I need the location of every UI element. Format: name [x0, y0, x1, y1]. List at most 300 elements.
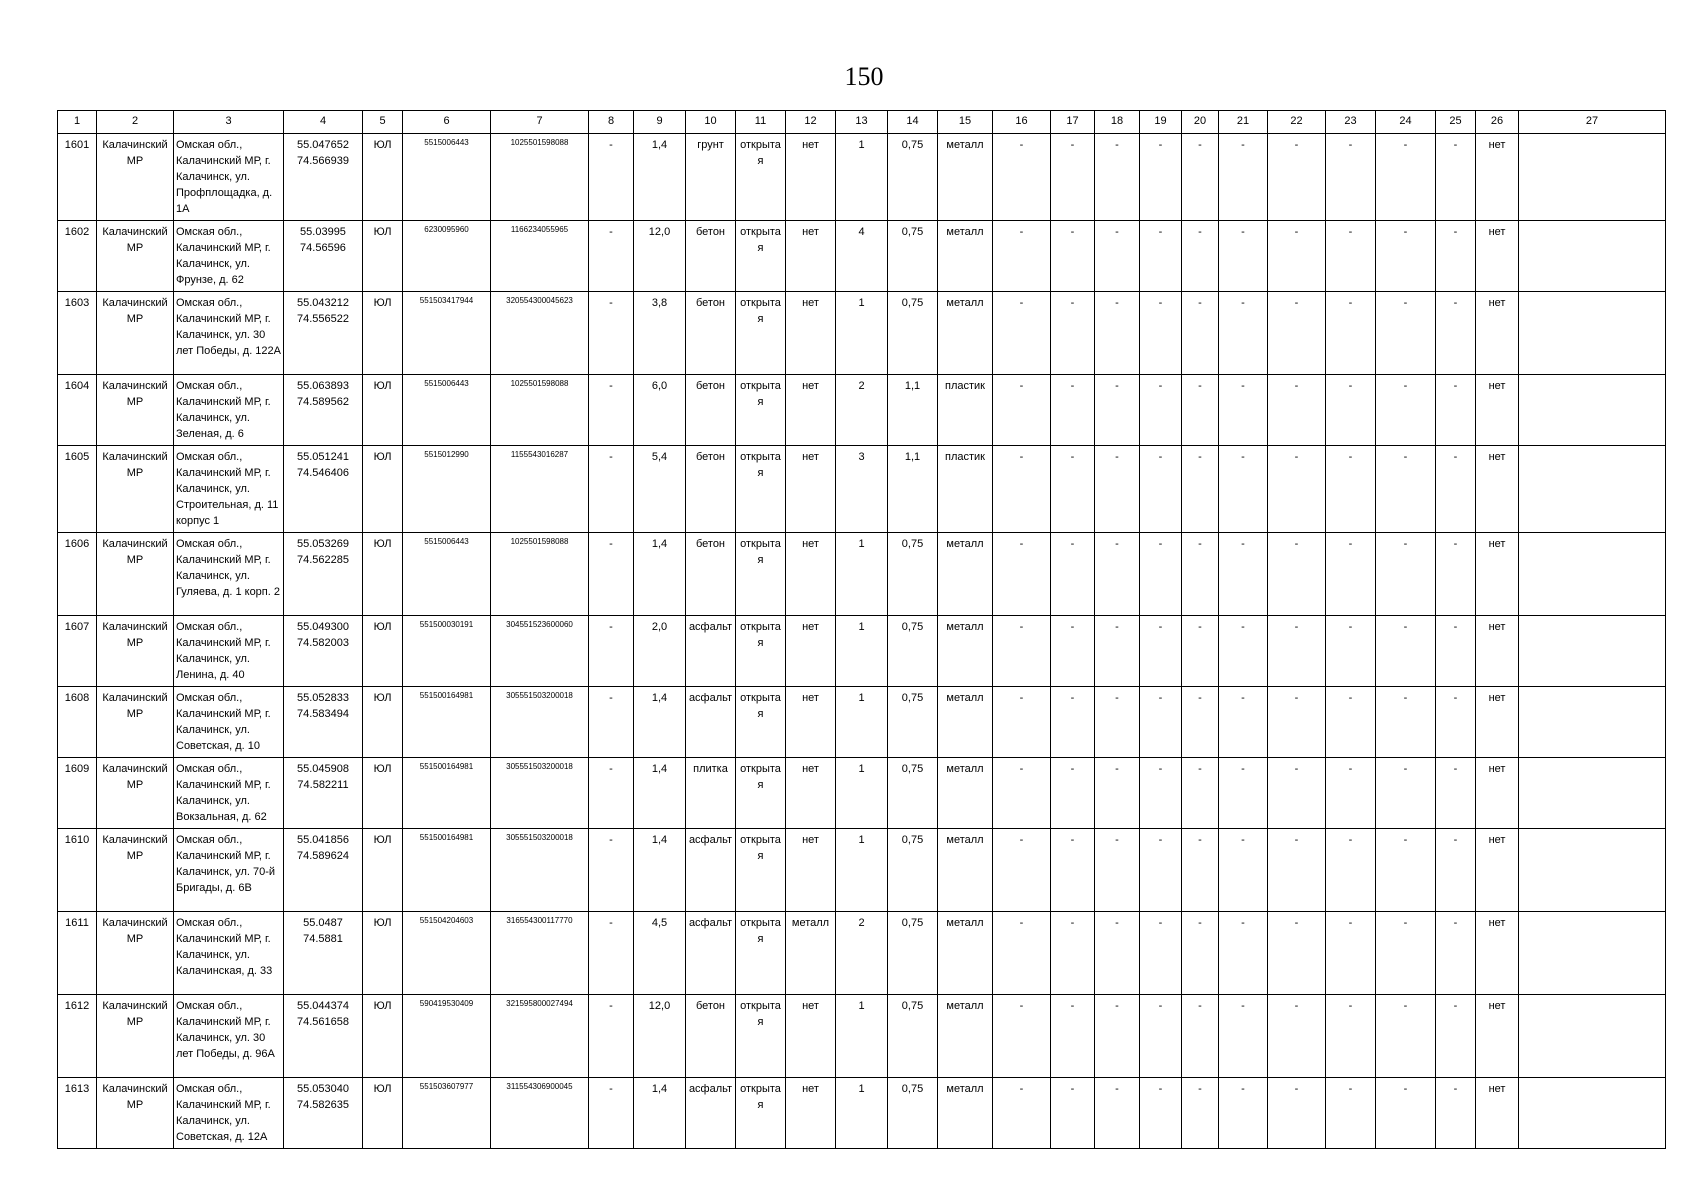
column-19-cell: - — [1140, 292, 1182, 375]
column-23-cell: - — [1326, 375, 1376, 446]
container-count-cell: 1 — [836, 995, 888, 1078]
column-25-cell: - — [1436, 1078, 1476, 1149]
column-26-cell: нет — [1476, 134, 1519, 221]
column-20-cell: - — [1182, 687, 1219, 758]
surface-cell: плитка — [686, 758, 736, 829]
column-24-cell: - — [1376, 446, 1436, 533]
site-kind-cell: открытая — [736, 533, 786, 616]
column-16-cell: - — [993, 533, 1051, 616]
container-count-cell: 2 — [836, 912, 888, 995]
column-21-cell: - — [1219, 616, 1268, 687]
inn-cell: 5515012990 — [403, 446, 491, 533]
column-24-cell: - — [1376, 912, 1436, 995]
column-header: 21 — [1219, 111, 1268, 134]
column-header: 19 — [1140, 111, 1182, 134]
container-volume-cell: 0,75 — [888, 292, 938, 375]
fence-cell: нет — [786, 829, 836, 912]
column-25-cell: - — [1436, 912, 1476, 995]
container-volume-cell: 0,75 — [888, 912, 938, 995]
container-material-cell: металл — [938, 995, 993, 1078]
row-number: 1602 — [58, 221, 97, 292]
ogrn-cell: 1025501598088 — [491, 134, 589, 221]
coordinates-cell: 55.045908 74.582211 — [284, 758, 363, 829]
district-cell: Калачинский МР — [97, 995, 174, 1078]
container-volume-cell: 0,75 — [888, 221, 938, 292]
column-25-cell: - — [1436, 375, 1476, 446]
column-19-cell: - — [1140, 758, 1182, 829]
site-kind-cell: открытая — [736, 829, 786, 912]
address-cell: Омская обл., Калачинский МР, г. Калачинск, ул. 70-й Бригады, д. 6В — [174, 829, 284, 912]
row-number: 1601 — [58, 134, 97, 221]
inn-cell: 551500164981 — [403, 829, 491, 912]
area-cell: 1,4 — [634, 533, 686, 616]
column-8-cell: - — [589, 446, 634, 533]
address-cell: Омская обл., Калачинский МР, г. Калачинск, ул. Профплощадка, д. 1А — [174, 134, 284, 221]
column-23-cell: - — [1326, 134, 1376, 221]
column-27-cell — [1519, 221, 1666, 292]
column-24-cell: - — [1376, 375, 1436, 446]
column-20-cell: - — [1182, 221, 1219, 292]
container-material-cell: пластик — [938, 375, 993, 446]
column-22-cell: - — [1268, 687, 1326, 758]
container-volume-cell: 1,1 — [888, 375, 938, 446]
inn-cell: 551500030191 — [403, 616, 491, 687]
surface-cell: грунт — [686, 134, 736, 221]
district-cell: Калачинский МР — [97, 221, 174, 292]
site-kind-cell: открытая — [736, 616, 786, 687]
column-17-cell: - — [1051, 912, 1095, 995]
column-23-cell: - — [1326, 758, 1376, 829]
area-cell: 4,5 — [634, 912, 686, 995]
column-17-cell: - — [1051, 687, 1095, 758]
column-header: 7 — [491, 111, 589, 134]
district-cell: Калачинский МР — [97, 134, 174, 221]
container-count-cell: 1 — [836, 829, 888, 912]
area-cell: 5,4 — [634, 446, 686, 533]
table-row — [58, 995, 1666, 1078]
column-21-cell: - — [1219, 912, 1268, 995]
table-row — [58, 533, 1666, 616]
column-19-cell: - — [1140, 616, 1182, 687]
container-count-cell: 1 — [836, 533, 888, 616]
district-cell: Калачинский МР — [97, 292, 174, 375]
container-volume-cell: 0,75 — [888, 134, 938, 221]
address-cell: Омская обл., Калачинский МР, г. Калачинск, ул. Ленина, д. 40 — [174, 616, 284, 687]
column-24-cell: - — [1376, 221, 1436, 292]
row-number: 1604 — [58, 375, 97, 446]
ogrn-cell: 305551503200018 — [491, 758, 589, 829]
coordinates-cell: 55.043212 74.556522 — [284, 292, 363, 375]
column-header: 11 — [736, 111, 786, 134]
column-header: 15 — [938, 111, 993, 134]
row-number: 1612 — [58, 995, 97, 1078]
column-27-cell — [1519, 134, 1666, 221]
container-count-cell: 4 — [836, 221, 888, 292]
column-header: 1 — [58, 111, 97, 134]
container-count-cell: 2 — [836, 375, 888, 446]
column-22-cell: - — [1268, 292, 1326, 375]
column-22-cell: - — [1268, 758, 1326, 829]
table-row — [58, 375, 1666, 446]
column-25-cell: - — [1436, 829, 1476, 912]
column-18-cell: - — [1095, 758, 1140, 829]
ogrn-cell: 321595800027494 — [491, 995, 589, 1078]
site-kind-cell: открытая — [736, 995, 786, 1078]
column-header: 25 — [1436, 111, 1476, 134]
fence-cell: нет — [786, 134, 836, 221]
column-25-cell: - — [1436, 533, 1476, 616]
table-row — [58, 829, 1666, 912]
coordinates-cell: 55.052833 74.583494 — [284, 687, 363, 758]
column-27-cell — [1519, 1078, 1666, 1149]
entity-type-cell: ЮЛ — [363, 292, 403, 375]
fence-cell: нет — [786, 446, 836, 533]
column-24-cell: - — [1376, 995, 1436, 1078]
column-16-cell: - — [993, 616, 1051, 687]
column-24-cell: - — [1376, 134, 1436, 221]
row-number: 1603 — [58, 292, 97, 375]
entity-type-cell: ЮЛ — [363, 221, 403, 292]
table-row — [58, 912, 1666, 995]
column-21-cell: - — [1219, 687, 1268, 758]
column-27-cell — [1519, 912, 1666, 995]
column-18-cell: - — [1095, 533, 1140, 616]
site-kind-cell: открытая — [736, 687, 786, 758]
address-cell: Омская обл., Калачинский МР, г. Калачинск, ул. 30 лет Победы, д. 96А — [174, 995, 284, 1078]
container-material-cell: пластик — [938, 446, 993, 533]
column-26-cell: нет — [1476, 375, 1519, 446]
entity-type-cell: ЮЛ — [363, 375, 403, 446]
district-cell: Калачинский МР — [97, 375, 174, 446]
column-header: 20 — [1182, 111, 1219, 134]
fence-cell: металл — [786, 912, 836, 995]
register-table — [57, 110, 1666, 1149]
column-18-cell: - — [1095, 995, 1140, 1078]
inn-cell: 551503607977 — [403, 1078, 491, 1149]
container-count-cell: 1 — [836, 616, 888, 687]
inn-cell: 5515006443 — [403, 375, 491, 446]
container-volume-cell: 0,75 — [888, 995, 938, 1078]
fence-cell: нет — [786, 375, 836, 446]
container-material-cell: металл — [938, 829, 993, 912]
column-24-cell: - — [1376, 829, 1436, 912]
column-25-cell: - — [1436, 687, 1476, 758]
column-27-cell — [1519, 446, 1666, 533]
area-cell: 6,0 — [634, 375, 686, 446]
column-20-cell: - — [1182, 912, 1219, 995]
district-cell: Калачинский МР — [97, 829, 174, 912]
header-row — [58, 111, 1666, 134]
inn-cell: 5515006443 — [403, 533, 491, 616]
column-26-cell: нет — [1476, 533, 1519, 616]
column-18-cell: - — [1095, 134, 1140, 221]
column-27-cell — [1519, 995, 1666, 1078]
surface-cell: асфальт — [686, 616, 736, 687]
column-23-cell: - — [1326, 533, 1376, 616]
inn-cell: 551503417944 — [403, 292, 491, 375]
column-17-cell: - — [1051, 995, 1095, 1078]
column-23-cell: - — [1326, 912, 1376, 995]
column-22-cell: - — [1268, 533, 1326, 616]
entity-type-cell: ЮЛ — [363, 1078, 403, 1149]
surface-cell: асфальт — [686, 829, 736, 912]
container-volume-cell: 0,75 — [888, 758, 938, 829]
row-number: 1610 — [58, 829, 97, 912]
row-number: 1606 — [58, 533, 97, 616]
column-23-cell: - — [1326, 1078, 1376, 1149]
area-cell: 1,4 — [634, 134, 686, 221]
surface-cell: бетон — [686, 375, 736, 446]
column-21-cell: - — [1219, 758, 1268, 829]
district-cell: Калачинский МР — [97, 912, 174, 995]
column-21-cell: - — [1219, 533, 1268, 616]
column-19-cell: - — [1140, 375, 1182, 446]
column-header: 27 — [1519, 111, 1666, 134]
column-20-cell: - — [1182, 292, 1219, 375]
entity-type-cell: ЮЛ — [363, 829, 403, 912]
surface-cell: асфальт — [686, 687, 736, 758]
column-26-cell: нет — [1476, 221, 1519, 292]
district-cell: Калачинский МР — [97, 687, 174, 758]
column-21-cell: - — [1219, 292, 1268, 375]
column-21-cell: - — [1219, 375, 1268, 446]
table-row — [58, 292, 1666, 375]
coordinates-cell: 55.041856 74.589624 — [284, 829, 363, 912]
inn-cell: 551500164981 — [403, 687, 491, 758]
container-material-cell: металл — [938, 758, 993, 829]
surface-cell: асфальт — [686, 1078, 736, 1149]
coordinates-cell: 55.03995 74.56596 — [284, 221, 363, 292]
entity-type-cell: ЮЛ — [363, 134, 403, 221]
column-25-cell: - — [1436, 134, 1476, 221]
row-number: 1613 — [58, 1078, 97, 1149]
ogrn-cell: 305551503200018 — [491, 687, 589, 758]
address-cell: Омская обл., Калачинский МР, г. Калачинск, ул. 30 лет Победы, д. 122А — [174, 292, 284, 375]
district-cell: Калачинский МР — [97, 533, 174, 616]
column-21-cell: - — [1219, 134, 1268, 221]
column-header: 10 — [686, 111, 736, 134]
column-23-cell: - — [1326, 292, 1376, 375]
entity-type-cell: ЮЛ — [363, 616, 403, 687]
column-18-cell: - — [1095, 687, 1140, 758]
column-22-cell: - — [1268, 912, 1326, 995]
column-16-cell: - — [993, 912, 1051, 995]
site-kind-cell: открытая — [736, 912, 786, 995]
column-16-cell: - — [993, 829, 1051, 912]
coordinates-cell: 55.063893 74.589562 — [284, 375, 363, 446]
column-header: 6 — [403, 111, 491, 134]
column-16-cell: - — [993, 687, 1051, 758]
column-22-cell: - — [1268, 375, 1326, 446]
coordinates-cell: 55.0487 74.5881 — [284, 912, 363, 995]
column-21-cell: - — [1219, 221, 1268, 292]
column-20-cell: - — [1182, 1078, 1219, 1149]
column-22-cell: - — [1268, 616, 1326, 687]
column-18-cell: - — [1095, 1078, 1140, 1149]
column-19-cell: - — [1140, 134, 1182, 221]
column-22-cell: - — [1268, 221, 1326, 292]
column-24-cell: - — [1376, 292, 1436, 375]
column-header: 24 — [1376, 111, 1436, 134]
column-22-cell: - — [1268, 995, 1326, 1078]
entity-type-cell: ЮЛ — [363, 758, 403, 829]
table-body — [58, 134, 1666, 1149]
column-26-cell: нет — [1476, 995, 1519, 1078]
column-19-cell: - — [1140, 446, 1182, 533]
area-cell: 1,4 — [634, 829, 686, 912]
column-18-cell: - — [1095, 221, 1140, 292]
column-25-cell: - — [1436, 292, 1476, 375]
column-19-cell: - — [1140, 687, 1182, 758]
container-count-cell: 1 — [836, 758, 888, 829]
surface-cell: бетон — [686, 533, 736, 616]
column-8-cell: - — [589, 533, 634, 616]
column-17-cell: - — [1051, 829, 1095, 912]
column-20-cell: - — [1182, 829, 1219, 912]
inn-cell: 6230095960 — [403, 221, 491, 292]
container-material-cell: металл — [938, 912, 993, 995]
column-8-cell: - — [589, 1078, 634, 1149]
column-8-cell: - — [589, 995, 634, 1078]
address-cell: Омская обл., Калачинский МР, г. Калачинск, ул. Вокзальная, д. 62 — [174, 758, 284, 829]
row-number: 1605 — [58, 446, 97, 533]
column-20-cell: - — [1182, 616, 1219, 687]
ogrn-cell: 316554300117770 — [491, 912, 589, 995]
column-23-cell: - — [1326, 446, 1376, 533]
site-kind-cell: открытая — [736, 1078, 786, 1149]
column-23-cell: - — [1326, 221, 1376, 292]
column-18-cell: - — [1095, 912, 1140, 995]
column-8-cell: - — [589, 758, 634, 829]
column-header: 8 — [589, 111, 634, 134]
column-18-cell: - — [1095, 616, 1140, 687]
address-cell: Омская обл., Калачинский МР, г. Калачинск, ул. Калачинская, д. 33 — [174, 912, 284, 995]
table-row — [58, 134, 1666, 221]
site-kind-cell: открытая — [736, 375, 786, 446]
column-25-cell: - — [1436, 995, 1476, 1078]
column-header: 14 — [888, 111, 938, 134]
container-material-cell: металл — [938, 616, 993, 687]
column-27-cell — [1519, 829, 1666, 912]
site-kind-cell: открытая — [736, 446, 786, 533]
column-26-cell: нет — [1476, 758, 1519, 829]
column-17-cell: - — [1051, 533, 1095, 616]
container-material-cell: металл — [938, 1078, 993, 1149]
ogrn-cell: 320554300045623 — [491, 292, 589, 375]
container-volume-cell: 0,75 — [888, 1078, 938, 1149]
column-21-cell: - — [1219, 1078, 1268, 1149]
column-24-cell: - — [1376, 1078, 1436, 1149]
column-25-cell: - — [1436, 221, 1476, 292]
column-16-cell: - — [993, 292, 1051, 375]
table-row — [58, 221, 1666, 292]
coordinates-cell: 55.047652 74.566939 — [284, 134, 363, 221]
area-cell: 1,4 — [634, 1078, 686, 1149]
table-row — [58, 1078, 1666, 1149]
container-material-cell: металл — [938, 687, 993, 758]
column-24-cell: - — [1376, 758, 1436, 829]
column-23-cell: - — [1326, 829, 1376, 912]
district-cell: Калачинский МР — [97, 446, 174, 533]
column-20-cell: - — [1182, 134, 1219, 221]
site-kind-cell: открытая — [736, 758, 786, 829]
column-header: 5 — [363, 111, 403, 134]
column-header: 22 — [1268, 111, 1326, 134]
coordinates-cell: 55.049300 74.582003 — [284, 616, 363, 687]
entity-type-cell: ЮЛ — [363, 687, 403, 758]
column-18-cell: - — [1095, 292, 1140, 375]
column-8-cell: - — [589, 375, 634, 446]
column-27-cell — [1519, 375, 1666, 446]
column-16-cell: - — [993, 221, 1051, 292]
container-volume-cell: 0,75 — [888, 829, 938, 912]
column-20-cell: - — [1182, 446, 1219, 533]
ogrn-cell: 1025501598088 — [491, 375, 589, 446]
column-19-cell: - — [1140, 829, 1182, 912]
area-cell: 2,0 — [634, 616, 686, 687]
entity-type-cell: ЮЛ — [363, 995, 403, 1078]
fence-cell: нет — [786, 687, 836, 758]
column-22-cell: - — [1268, 134, 1326, 221]
fence-cell: нет — [786, 995, 836, 1078]
address-cell: Омская обл., Калачинский МР, г. Калачинск, ул. Советская, д. 10 — [174, 687, 284, 758]
container-volume-cell: 0,75 — [888, 616, 938, 687]
container-material-cell: металл — [938, 221, 993, 292]
column-16-cell: - — [993, 758, 1051, 829]
container-material-cell: металл — [938, 292, 993, 375]
surface-cell: бетон — [686, 446, 736, 533]
address-cell: Омская обл., Калачинский МР, г. Калачинск, ул. Зеленая, д. 6 — [174, 375, 284, 446]
container-count-cell: 1 — [836, 292, 888, 375]
address-cell: Омская обл., Калачинский МР, г. Калачинск, ул. Фрунзе, д. 62 — [174, 221, 284, 292]
column-header: 18 — [1095, 111, 1140, 134]
surface-cell: бетон — [686, 995, 736, 1078]
column-21-cell: - — [1219, 829, 1268, 912]
column-27-cell — [1519, 533, 1666, 616]
container-volume-cell: 1,1 — [888, 446, 938, 533]
table-row — [58, 616, 1666, 687]
column-17-cell: - — [1051, 616, 1095, 687]
site-kind-cell: открытая — [736, 134, 786, 221]
column-header: 3 — [174, 111, 284, 134]
district-cell: Калачинский МР — [97, 1078, 174, 1149]
site-kind-cell: открытая — [736, 221, 786, 292]
coordinates-cell: 55.051241 74.546406 — [284, 446, 363, 533]
column-19-cell: - — [1140, 221, 1182, 292]
inn-cell: 590419530409 — [403, 995, 491, 1078]
fence-cell: нет — [786, 292, 836, 375]
row-number: 1608 — [58, 687, 97, 758]
row-number: 1609 — [58, 758, 97, 829]
column-18-cell: - — [1095, 446, 1140, 533]
coordinates-cell: 55.053269 74.562285 — [284, 533, 363, 616]
column-header: 17 — [1051, 111, 1095, 134]
column-18-cell: - — [1095, 375, 1140, 446]
ogrn-cell: 1155543016287 — [491, 446, 589, 533]
inn-cell: 551500164981 — [403, 758, 491, 829]
column-header: 9 — [634, 111, 686, 134]
column-26-cell: нет — [1476, 616, 1519, 687]
column-25-cell: - — [1436, 616, 1476, 687]
column-26-cell: нет — [1476, 292, 1519, 375]
address-cell: Омская обл., Калачинский МР, г. Калачинск, ул. Советская, д. 12А — [174, 1078, 284, 1149]
area-cell: 12,0 — [634, 995, 686, 1078]
column-8-cell: - — [589, 134, 634, 221]
column-21-cell: - — [1219, 995, 1268, 1078]
column-26-cell: нет — [1476, 912, 1519, 995]
inn-cell: 551504204603 — [403, 912, 491, 995]
fence-cell: нет — [786, 758, 836, 829]
